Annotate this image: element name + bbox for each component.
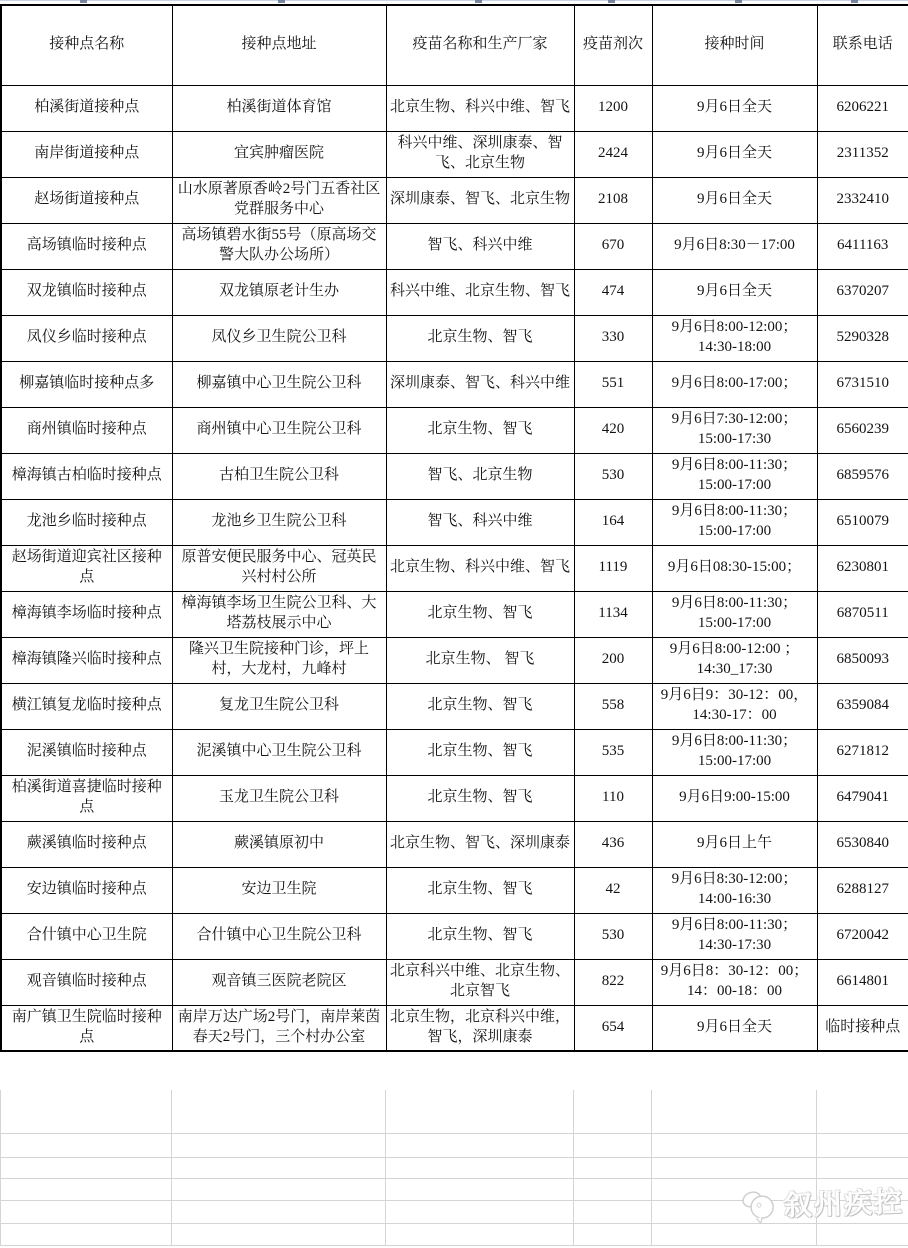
table-row [1, 131, 908, 177]
table-row [1, 821, 908, 867]
cell-phone: 6560239 [817, 407, 908, 453]
cell-doses: 654 [574, 1005, 652, 1051]
cell-address: 商州镇中心卫生院公卫科 [172, 407, 386, 453]
cell-time: 9月6日8:00-17:00； [652, 361, 817, 407]
cell-address: 蕨溪镇原初中 [172, 821, 386, 867]
table-row [1, 591, 908, 637]
cell-vaccine: 智飞、科兴中维 [386, 499, 574, 545]
table-row [1, 913, 908, 959]
table-row [1, 637, 908, 683]
cell-vaccine: 北京生物、智飞 [386, 407, 574, 453]
table-row [1, 1005, 908, 1051]
table-body [1, 85, 908, 1051]
cell-time: 9月6日8:30－17:00 [652, 223, 817, 269]
cell-site-name: 泥溪镇临时接种点 [1, 729, 172, 775]
cell-vaccine: 北京生物、智飞 [386, 913, 574, 959]
vaccination-sites-table [0, 4, 908, 1052]
cell-phone: 6870511 [817, 591, 908, 637]
cell-doses: 551 [574, 361, 652, 407]
cell-site-name: 商州镇临时接种点 [1, 407, 172, 453]
cell-vaccine: 北京生物、智飞 [386, 591, 574, 637]
cell-address: 泥溪镇中心卫生院公卫科 [172, 729, 386, 775]
cell-address: 柳嘉镇中心卫生院公卫科 [172, 361, 386, 407]
empty-cell [172, 1157, 386, 1178]
cell-phone: 6359084 [817, 683, 908, 729]
empty-cell [652, 1157, 817, 1178]
cell-time: 9月6日8:00-12:00；14:30-18:00 [652, 315, 817, 361]
cell-site-name: 双龙镇临时接种点 [1, 269, 172, 315]
cell-address: 观音镇三医院老院区 [172, 959, 386, 1005]
empty-cell [1, 1178, 172, 1200]
empty-cell [172, 1133, 386, 1157]
empty-row [1, 1223, 908, 1245]
text-fragment [851, 0, 858, 3]
cell-time: 9月6日8:30-12:00；14:00-16:30 [652, 867, 817, 913]
cell-vaccine: 北京生物、科兴中维、智飞 [386, 85, 574, 131]
text-fragment [608, 0, 615, 3]
header-site-name: 接种点名称 [1, 5, 172, 85]
cell-address: 高场镇碧水街55号（原高场交警大队办公场所） [172, 223, 386, 269]
cell-time: 9月6日8:00-11:30；15:00-17:00 [652, 729, 817, 775]
empty-cell [386, 1223, 574, 1245]
cell-address: 隆兴卫生院接种门诊，坪上村，大龙村，九峰村 [172, 637, 386, 683]
empty-cell [1, 1223, 172, 1245]
cdc-mascot-icon [739, 1184, 780, 1225]
cell-site-name: 柳嘉镇临时接种点多 [1, 361, 172, 407]
cell-vaccine: 深圳康泰、智飞、北京生物 [386, 177, 574, 223]
cell-phone: 6288127 [817, 867, 908, 913]
cell-address: 樟海镇李场卫生院公卫科、大塔荔枝展示中心 [172, 591, 386, 637]
cell-site-name: 龙池乡临时接种点 [1, 499, 172, 545]
cell-time: 9月6日全天 [652, 1005, 817, 1051]
cell-time: 9月6日8:00-11:30；15:00-17:00 [652, 453, 817, 499]
cell-doses: 200 [574, 637, 652, 683]
cell-site-name: 樟海镇李场临时接种点 [1, 591, 172, 637]
cell-address: 安边卫生院 [172, 867, 386, 913]
cell-time: 9月6日9：30-12：00，14:30-17：00 [652, 683, 817, 729]
cell-address: 玉龙卫生院公卫科 [172, 775, 386, 821]
cell-doses: 1134 [574, 591, 652, 637]
cell-address: 宜宾肿瘤医院 [172, 131, 386, 177]
table-row [1, 959, 908, 1005]
cell-doses: 670 [574, 223, 652, 269]
cell-doses: 530 [574, 453, 652, 499]
cell-phone: 6530840 [817, 821, 908, 867]
cell-vaccine: 北京生物、智飞 [386, 867, 574, 913]
cell-doses: 1119 [574, 545, 652, 591]
cell-doses: 436 [574, 821, 652, 867]
empty-cell [574, 1157, 652, 1178]
table-row [1, 223, 908, 269]
cell-doses: 110 [574, 775, 652, 821]
cell-phone: 临时接种点 [817, 1005, 908, 1051]
cell-doses: 530 [574, 913, 652, 959]
cell-phone: 6230801 [817, 545, 908, 591]
cell-vaccine: 北京生物、智飞 [386, 775, 574, 821]
cell-phone: 6614801 [817, 959, 908, 1005]
cell-address: 双龙镇原老计生办 [172, 269, 386, 315]
cell-address: 柏溪街道体育馆 [172, 85, 386, 131]
cell-time: 9月6日全天 [652, 269, 817, 315]
cell-address: 山水原著原香岭2号门五香社区党群服务中心 [172, 177, 386, 223]
cell-vaccine: 科兴中维、深圳康泰、智飞、北京生物 [386, 131, 574, 177]
empty-cell [1, 1090, 172, 1133]
cell-vaccine: 北京生物、智飞、深圳康泰 [386, 821, 574, 867]
empty-cell [817, 1157, 908, 1178]
cell-site-name: 观音镇临时接种点 [1, 959, 172, 1005]
cell-vaccine: 智飞、科兴中维 [386, 223, 574, 269]
cell-address: 凤仪乡卫生院公卫科 [172, 315, 386, 361]
cell-phone: 2332410 [817, 177, 908, 223]
cell-phone: 6479041 [817, 775, 908, 821]
table-row [1, 407, 908, 453]
empty-cell [386, 1157, 574, 1178]
cell-doses: 420 [574, 407, 652, 453]
empty-cell [1, 1200, 172, 1223]
cell-site-name: 柏溪街道接种点 [1, 85, 172, 131]
cell-vaccine: 北京生物、智飞 [386, 683, 574, 729]
cell-vaccine: 北京科兴中维、北京生物、北京智飞 [386, 959, 574, 1005]
empty-cell [574, 1223, 652, 1245]
table-row [1, 361, 908, 407]
cell-address: 合什镇中心卫生院公卫科 [172, 913, 386, 959]
empty-cell [652, 1090, 817, 1133]
table-row [1, 85, 908, 131]
cell-site-name: 合什镇中心卫生院 [1, 913, 172, 959]
table-row [1, 315, 908, 361]
empty-cell [574, 1178, 652, 1200]
cell-time: 9月6日全天 [652, 177, 817, 223]
cell-doses: 2424 [574, 131, 652, 177]
text-fragment [475, 0, 482, 3]
cell-site-name: 高场镇临时接种点 [1, 223, 172, 269]
cell-phone: 6720042 [817, 913, 908, 959]
empty-cell [574, 1200, 652, 1223]
cell-time: 9月6日9:00-15:00 [652, 775, 817, 821]
empty-cell [652, 1133, 817, 1157]
cell-doses: 558 [574, 683, 652, 729]
cell-doses: 1200 [574, 85, 652, 131]
cell-phone: 6731510 [817, 361, 908, 407]
cell-doses: 2108 [574, 177, 652, 223]
empty-cell [1, 1157, 172, 1178]
cell-site-name: 柏溪街道喜捷临时接种点 [1, 775, 172, 821]
cell-vaccine: 深圳康泰、智飞、科兴中维 [386, 361, 574, 407]
empty-cell [386, 1178, 574, 1200]
table-row [1, 729, 908, 775]
cell-site-name: 横江镇复龙临时接种点 [1, 683, 172, 729]
header-doses: 疫苗剂次 [574, 5, 652, 85]
cell-time: 9月6日8:00-11:30；14:30-17:30 [652, 913, 817, 959]
header-vaccine: 疫苗名称和生产厂家 [386, 5, 574, 85]
empty-cell [386, 1133, 574, 1157]
cell-time: 9月6日8：30-12：00；14：00-18：00 [652, 959, 817, 1005]
table-header [1, 5, 908, 85]
table-row [1, 867, 908, 913]
table-row [1, 499, 908, 545]
cell-address: 龙池乡卫生院公卫科 [172, 499, 386, 545]
cell-phone: 5290328 [817, 315, 908, 361]
table-row [1, 177, 908, 223]
cell-doses: 474 [574, 269, 652, 315]
header-address: 接种点地址 [172, 5, 386, 85]
header-phone: 联系电话 [817, 5, 908, 85]
empty-cell [652, 1223, 817, 1245]
cell-time: 9月6日8:00-11:30；15:00-17:00 [652, 591, 817, 637]
header-row [1, 5, 908, 85]
cell-site-name: 赵场街道接种点 [1, 177, 172, 223]
empty-cell [1, 1133, 172, 1157]
cell-vaccine: 北京生物、智飞 [386, 729, 574, 775]
cell-phone: 2311352 [817, 131, 908, 177]
cell-time: 9月6日08:30-15:00； [652, 545, 817, 591]
cell-doses: 42 [574, 867, 652, 913]
table-row [1, 545, 908, 591]
watermark-text: 叙州疾控 [783, 1187, 905, 1223]
cell-time: 9月6日全天 [652, 85, 817, 131]
cell-time: 9月6日全天 [652, 131, 817, 177]
cell-phone: 6850093 [817, 637, 908, 683]
text-fragment [735, 0, 742, 3]
text-fragment [278, 0, 285, 3]
empty-cell [172, 1223, 386, 1245]
table-row [1, 775, 908, 821]
cell-doses: 822 [574, 959, 652, 1005]
cell-phone: 6271812 [817, 729, 908, 775]
cell-time: 9月6日7:30-12:00；15:00-17:30 [652, 407, 817, 453]
table-row [1, 683, 908, 729]
cell-doses: 535 [574, 729, 652, 775]
cell-phone: 6859576 [817, 453, 908, 499]
cdc-watermark [739, 1180, 904, 1226]
cell-vaccine: 北京生物、智飞 [386, 315, 574, 361]
empty-cell [172, 1090, 386, 1133]
cell-phone: 6370207 [817, 269, 908, 315]
cell-site-name: 蕨溪镇临时接种点 [1, 821, 172, 867]
cell-time: 9月6日8:00-12:00 ；14:30_17:30 [652, 637, 817, 683]
cell-site-name: 樟海镇隆兴临时接种点 [1, 637, 172, 683]
cell-address: 原普安便民服务中心、冠英民兴村村公所 [172, 545, 386, 591]
cell-site-name: 安边镇临时接种点 [1, 867, 172, 913]
top-divider [0, 0, 908, 1]
cell-vaccine: 北京生物、科兴中维、智飞 [386, 545, 574, 591]
text-fragment [80, 0, 87, 3]
cell-vaccine: 科兴中维、北京生物、智飞 [386, 269, 574, 315]
empty-cell [172, 1200, 386, 1223]
empty-cell [386, 1200, 574, 1223]
cell-site-name: 南岸街道接种点 [1, 131, 172, 177]
cell-phone: 6411163 [817, 223, 908, 269]
cell-address: 复龙卫生院公卫科 [172, 683, 386, 729]
cell-site-name: 赵场街道迎宾社区接种点 [1, 545, 172, 591]
empty-cell [817, 1090, 908, 1133]
empty-row [1, 1133, 908, 1157]
empty-cell [817, 1133, 908, 1157]
cell-site-name: 樟海镇古柏临时接种点 [1, 453, 172, 499]
cell-site-name: 凤仪乡临时接种点 [1, 315, 172, 361]
cell-doses: 164 [574, 499, 652, 545]
table-row [1, 269, 908, 315]
empty-row [1, 1157, 908, 1178]
header-time: 接种时间 [652, 5, 817, 85]
cell-address: 古柏卫生院公卫科 [172, 453, 386, 499]
table-row [1, 453, 908, 499]
cell-phone: 6510079 [817, 499, 908, 545]
cell-time: 9月6日上午 [652, 821, 817, 867]
cell-vaccine: 北京生物，北京科兴中维，智飞，深圳康泰 [386, 1005, 574, 1051]
empty-cell [574, 1133, 652, 1157]
empty-cell [817, 1223, 908, 1245]
empty-cell [386, 1090, 574, 1133]
cell-phone: 6206221 [817, 85, 908, 131]
cell-vaccine: 北京生物、 智飞 [386, 637, 574, 683]
cell-vaccine: 智飞、北京生物 [386, 453, 574, 499]
cell-time: 9月6日8:00-11:30；15:00-17:00 [652, 499, 817, 545]
empty-row [1, 1090, 908, 1133]
empty-cell [574, 1090, 652, 1133]
cell-site-name: 南广镇卫生院临时接种点 [1, 1005, 172, 1051]
cell-address: 南岸万达广场2号门，南岸莱茵春天2号门，三个村办公室 [172, 1005, 386, 1051]
empty-cell [172, 1178, 386, 1200]
cell-doses: 330 [574, 315, 652, 361]
